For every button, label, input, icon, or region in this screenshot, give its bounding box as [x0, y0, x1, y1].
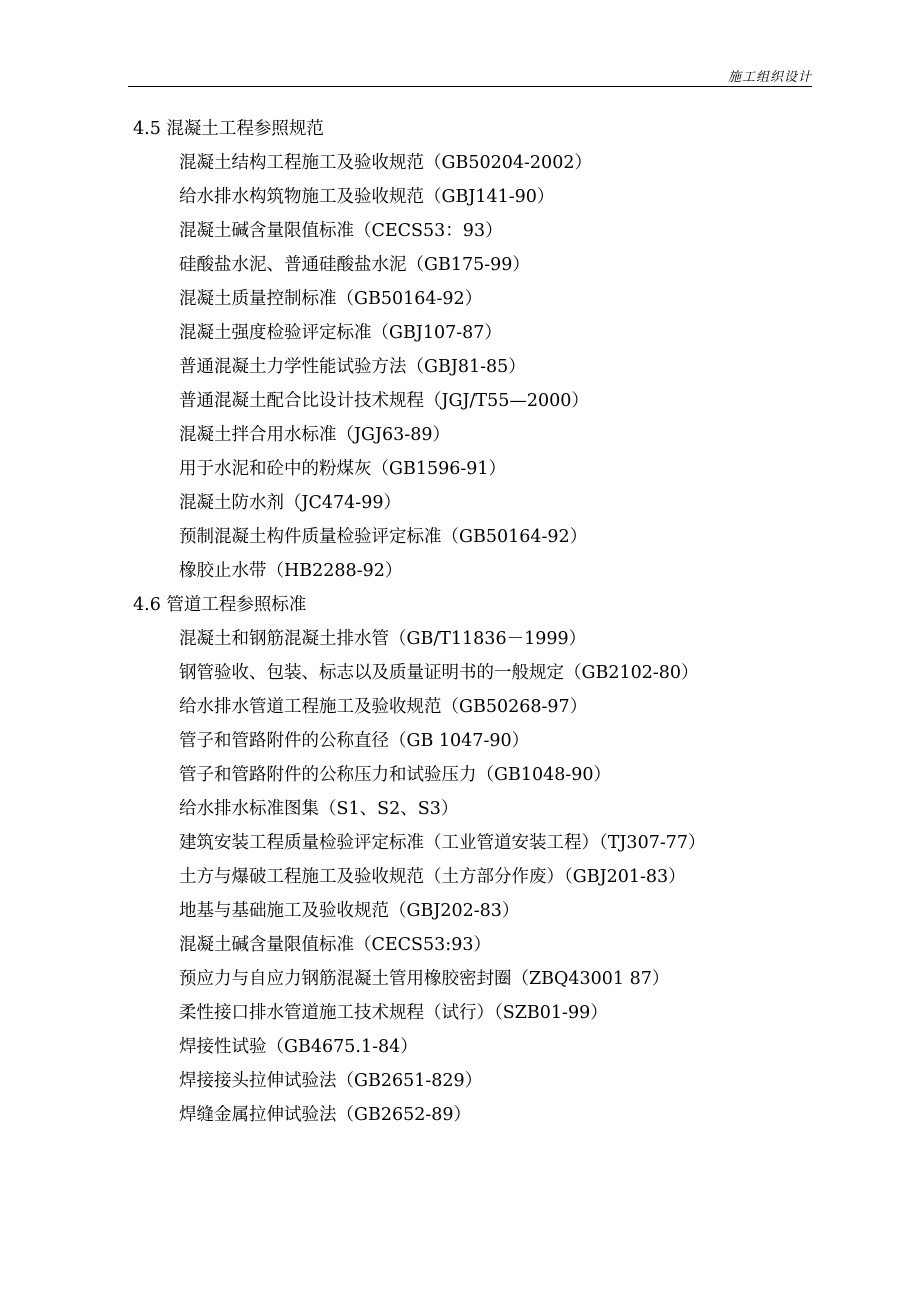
list-item: 管子和管路附件的公称直径（GB 1047-90）: [179, 731, 530, 751]
section-concrete-standards: [133, 112, 833, 588]
list-item: 焊接性试验（GB4675.1-84）: [179, 1037, 418, 1057]
list-item: 给水排水管道工程施工及验收规范（GB50268-97）: [179, 697, 588, 717]
document-body: [133, 112, 833, 1132]
list-item: 土方与爆破工程施工及验收规范（土方部分作废）（GBJ201-83）: [179, 867, 686, 887]
list-item: 混凝土拌合用水标准（JGJ63-89）: [179, 425, 450, 445]
list-item: 焊接接头拉伸试验法（GB2651-829）: [179, 1071, 483, 1091]
section-heading: 4.6 管道工程参照标准: [133, 595, 307, 615]
page-header: [128, 64, 812, 87]
list-item: 管子和管路附件的公称压力和试验压力（GB1048-90）: [179, 765, 612, 785]
list-item: 地基与基础施工及验收规范（GBJ202-83）: [179, 901, 520, 921]
list-item: 混凝土防水剂（JC474-99）: [179, 493, 401, 513]
list-item: 混凝土强度检验评定标准（GBJ107-87）: [179, 323, 502, 343]
list-item: 预制混凝土构件质量检验评定标准（GB50164-92）: [179, 527, 588, 547]
section-pipeline-standards: [133, 588, 833, 1132]
list-item: 焊缝金属拉伸试验法（GB2652-89）: [179, 1105, 472, 1125]
list-item: 建筑安装工程质量检验评定标准（工业管道安装工程）（TJ307-77）: [179, 833, 706, 853]
list-item: 橡胶止水带（HB2288-92）: [179, 561, 403, 581]
list-item: 普通混凝土配合比设计技术规程（JGJ/T55—2000）: [179, 391, 589, 411]
list-item: 普通混凝土力学性能试验方法（GBJ81-85）: [179, 357, 526, 377]
list-item: 混凝土碱含量限值标准（CECS53:93）: [179, 935, 491, 955]
list-item: 混凝土质量控制标准（GB50164-92）: [179, 289, 483, 309]
list-item: 预应力与自应力钢筋混凝土管用橡胶密封圈（ZBQ43001 87）: [179, 969, 670, 989]
list-item: 硅酸盐水泥、普通硅酸盐水泥（GB175-99）: [179, 255, 530, 275]
list-item: 钢管验收、包装、标志以及质量证明书的一般规定（GB2102-80）: [179, 663, 699, 683]
list-item: 给水排水标准图集（S1、S2、S3）: [179, 799, 459, 819]
list-item: 给水排水构筑物施工及验收规范（GBJ141-90）: [179, 187, 555, 207]
list-item: 混凝土结构工程施工及验收规范（GB50204-2002）: [179, 153, 592, 173]
list-item: 混凝土碱含量限值标准（CECS53：93）: [179, 221, 503, 241]
section-heading: 4.5 混凝土工程参照规范: [133, 119, 324, 139]
list-item: 用于水泥和砼中的粉煤灰（GB1596-91）: [179, 459, 507, 479]
list-item: 柔性接口排水管道施工技术规程（试行）（SZB01-99）: [179, 1003, 608, 1023]
header-title: 施工组织设计: [727, 70, 812, 85]
list-item: 混凝土和钢筋混凝土排水管（GB/T11836－1999）: [179, 629, 587, 649]
